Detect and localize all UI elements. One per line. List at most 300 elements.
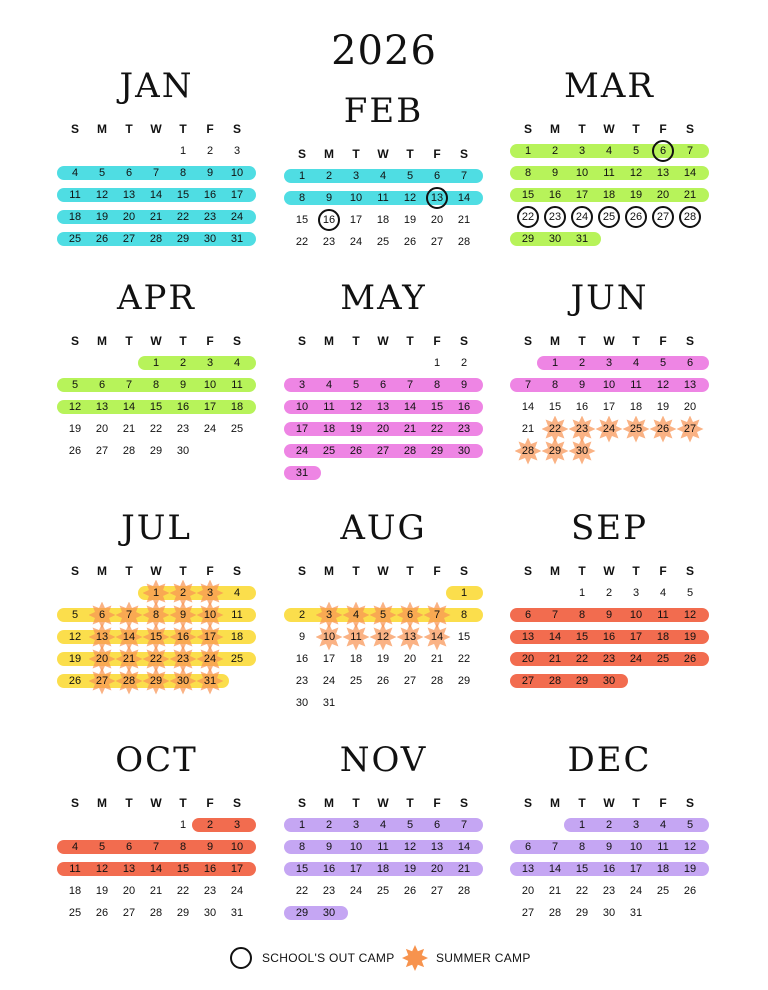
calendar-day[interactable]: 20 — [403, 653, 417, 665]
calendar-day[interactable]: 4 — [632, 357, 640, 369]
calendar-day[interactable]: 17 — [203, 631, 217, 643]
calendar-day[interactable]: 2 — [206, 819, 214, 831]
calendar-day[interactable]: 15 — [149, 631, 163, 643]
calendar-day[interactable]: 20 — [95, 423, 109, 435]
calendar-day[interactable]: 30 — [575, 445, 589, 457]
calendar-day[interactable]: 11 — [323, 401, 335, 413]
calendar-day[interactable]: 9 — [206, 841, 214, 853]
calendar-day[interactable]: 20 — [521, 653, 535, 665]
calendar-day[interactable]: 19 — [403, 214, 417, 226]
calendar-day[interactable]: 15 — [521, 189, 535, 201]
calendar-day[interactable]: 15 — [430, 401, 444, 413]
calendar-day[interactable]: 12 — [349, 401, 363, 413]
calendar-day[interactable]: 31 — [230, 233, 244, 245]
calendar-day[interactable]: 9 — [206, 167, 214, 179]
calendar-day[interactable]: 28 — [548, 675, 562, 687]
calendar-day[interactable]: 5 — [406, 819, 414, 831]
calendar-day[interactable]: 20 — [376, 423, 390, 435]
calendar-day[interactable]: 4 — [605, 145, 613, 157]
calendar-day[interactable]: 11 — [657, 841, 669, 853]
calendar-day[interactable]: 5 — [406, 170, 414, 182]
calendar-day[interactable]: 12 — [95, 189, 109, 201]
calendar-day[interactable]: 6 — [524, 841, 532, 853]
calendar-day[interactable]: 22 — [295, 885, 309, 897]
calendar-day[interactable]: 9 — [179, 379, 187, 391]
calendar-day[interactable]: 4 — [71, 167, 79, 179]
calendar-day[interactable]: 24 — [349, 236, 363, 248]
calendar-day[interactable]: 25 — [656, 885, 670, 897]
calendar-day[interactable]: 9 — [605, 609, 613, 621]
calendar-day[interactable]: 3 — [233, 819, 241, 831]
calendar-day[interactable]: 11 — [350, 631, 362, 643]
calendar-day[interactable]: 5 — [632, 145, 640, 157]
calendar-day[interactable]: 26 — [349, 445, 363, 457]
calendar-day[interactable]: 30 — [176, 675, 190, 687]
calendar-day[interactable]: 22 — [149, 653, 163, 665]
calendar-day[interactable]: 8 — [578, 841, 586, 853]
calendar-day[interactable]: 10 — [602, 379, 616, 391]
calendar-day[interactable]: 22 — [430, 423, 444, 435]
calendar-day[interactable]: 1 — [578, 819, 586, 831]
calendar-day[interactable]: 24 — [203, 653, 217, 665]
calendar-day[interactable]: 26 — [68, 675, 82, 687]
calendar-day[interactable]: 19 — [349, 423, 363, 435]
calendar-day[interactable]: 30 — [602, 675, 616, 687]
calendar-day[interactable]: 16 — [322, 214, 336, 226]
calendar-day[interactable]: 19 — [403, 863, 417, 875]
calendar-day[interactable]: 5 — [71, 609, 79, 621]
calendar-day[interactable]: 31 — [203, 675, 217, 687]
calendar-day[interactable]: 28 — [548, 907, 562, 919]
calendar-day[interactable]: 14 — [122, 401, 136, 413]
calendar-day[interactable]: 18 — [230, 631, 244, 643]
calendar-day[interactable]: 3 — [352, 819, 360, 831]
calendar-day[interactable]: 7 — [524, 379, 532, 391]
calendar-day[interactable]: 23 — [176, 423, 190, 435]
calendar-day[interactable]: 13 — [683, 379, 697, 391]
calendar-day[interactable]: 18 — [376, 214, 390, 226]
calendar-day[interactable]: 16 — [602, 863, 616, 875]
calendar-day[interactable]: 6 — [433, 819, 441, 831]
calendar-day[interactable]: 18 — [656, 631, 670, 643]
calendar-day[interactable]: 1 — [152, 587, 160, 599]
calendar-day[interactable]: 7 — [152, 167, 160, 179]
calendar-day[interactable]: 28 — [457, 885, 471, 897]
calendar-day[interactable]: 27 — [656, 211, 670, 223]
calendar-day[interactable]: 27 — [122, 907, 136, 919]
calendar-day[interactable]: 13 — [95, 401, 109, 413]
calendar-day[interactable]: 6 — [433, 170, 441, 182]
calendar-day[interactable]: 20 — [122, 885, 136, 897]
calendar-day[interactable]: 23 — [203, 211, 217, 223]
calendar-day[interactable]: 30 — [295, 697, 309, 709]
calendar-day[interactable]: 3 — [325, 609, 333, 621]
calendar-day[interactable]: 24 — [230, 885, 244, 897]
calendar-day[interactable]: 14 — [521, 401, 535, 413]
calendar-day[interactable]: 9 — [605, 841, 613, 853]
calendar-day[interactable]: 17 — [602, 401, 616, 413]
calendar-day[interactable]: 2 — [578, 357, 586, 369]
calendar-day[interactable]: 9 — [551, 167, 559, 179]
calendar-day[interactable]: 22 — [176, 211, 190, 223]
calendar-day[interactable]: 7 — [406, 379, 414, 391]
calendar-day[interactable]: 6 — [379, 379, 387, 391]
calendar-day[interactable]: 4 — [659, 587, 667, 599]
calendar-day[interactable]: 31 — [230, 907, 244, 919]
calendar-day[interactable]: 14 — [683, 167, 697, 179]
calendar-day[interactable]: 27 — [122, 233, 136, 245]
calendar-day[interactable]: 23 — [457, 423, 471, 435]
calendar-day[interactable]: 22 — [521, 211, 535, 223]
calendar-day[interactable]: 7 — [551, 841, 559, 853]
calendar-day[interactable]: 12 — [683, 609, 697, 621]
calendar-day[interactable]: 7 — [152, 841, 160, 853]
calendar-day[interactable]: 19 — [629, 189, 643, 201]
calendar-day[interactable]: 28 — [149, 907, 163, 919]
calendar-day[interactable]: 25 — [68, 907, 82, 919]
calendar-day[interactable]: 6 — [98, 379, 106, 391]
calendar-day[interactable]: 24 — [230, 211, 244, 223]
calendar-day[interactable]: 26 — [68, 445, 82, 457]
calendar-day[interactable]: 15 — [575, 631, 589, 643]
calendar-day[interactable]: 3 — [233, 145, 241, 157]
calendar-day[interactable]: 8 — [551, 379, 559, 391]
calendar-day[interactable]: 21 — [149, 885, 163, 897]
calendar-day[interactable]: 22 — [457, 653, 471, 665]
calendar-day[interactable]: 23 — [575, 423, 589, 435]
calendar-day[interactable]: 11 — [69, 863, 81, 875]
calendar-day[interactable]: 11 — [657, 609, 669, 621]
calendar-day[interactable]: 28 — [403, 445, 417, 457]
calendar-day[interactable]: 6 — [406, 609, 414, 621]
calendar-day[interactable]: 8 — [179, 167, 187, 179]
calendar-day[interactable]: 31 — [322, 697, 336, 709]
calendar-day[interactable]: 10 — [349, 841, 363, 853]
calendar-day[interactable]: 9 — [325, 192, 333, 204]
calendar-day[interactable]: 27 — [430, 885, 444, 897]
calendar-day[interactable]: 28 — [122, 445, 136, 457]
calendar-day[interactable]: 15 — [457, 631, 471, 643]
calendar-day[interactable]: 4 — [71, 841, 79, 853]
calendar-day[interactable]: 6 — [686, 357, 694, 369]
calendar-day[interactable]: 2 — [325, 170, 333, 182]
calendar-day[interactable]: 25 — [322, 445, 336, 457]
calendar-day[interactable]: 9 — [325, 841, 333, 853]
calendar-day[interactable]: 30 — [548, 233, 562, 245]
calendar-day[interactable]: 1 — [551, 357, 559, 369]
calendar-day[interactable]: 25 — [376, 885, 390, 897]
calendar-day[interactable]: 27 — [521, 675, 535, 687]
calendar-day[interactable]: 29 — [149, 675, 163, 687]
calendar-day[interactable]: 26 — [629, 211, 643, 223]
calendar-day[interactable]: 28 — [430, 675, 444, 687]
calendar-day[interactable]: 10 — [230, 167, 244, 179]
calendar-day[interactable]: 14 — [430, 631, 444, 643]
calendar-day[interactable]: 12 — [376, 631, 390, 643]
calendar-day[interactable]: 8 — [298, 841, 306, 853]
calendar-day[interactable]: 5 — [98, 167, 106, 179]
calendar-day[interactable]: 28 — [457, 236, 471, 248]
calendar-day[interactable]: 28 — [122, 675, 136, 687]
calendar-day[interactable]: 8 — [433, 379, 441, 391]
calendar-day[interactable]: 18 — [322, 423, 336, 435]
calendar-day[interactable]: 12 — [68, 401, 82, 413]
calendar-day[interactable]: 18 — [349, 653, 363, 665]
calendar-day[interactable]: 29 — [149, 445, 163, 457]
calendar-day[interactable]: 17 — [349, 863, 363, 875]
calendar-day[interactable]: 29 — [176, 233, 190, 245]
calendar-day[interactable]: 12 — [629, 167, 643, 179]
calendar-day[interactable]: 2 — [551, 145, 559, 157]
calendar-day[interactable]: 15 — [548, 401, 562, 413]
calendar-day[interactable]: 4 — [233, 587, 241, 599]
calendar-day[interactable]: 23 — [322, 236, 336, 248]
calendar-day[interactable]: 14 — [457, 841, 471, 853]
calendar-day[interactable]: 1 — [152, 357, 160, 369]
calendar-day[interactable]: 23 — [176, 653, 190, 665]
calendar-day[interactable]: 2 — [179, 587, 187, 599]
calendar-day[interactable]: 1 — [433, 357, 441, 369]
calendar-day[interactable]: 15 — [149, 401, 163, 413]
calendar-day[interactable]: 16 — [457, 401, 471, 413]
calendar-day[interactable]: 17 — [230, 189, 244, 201]
calendar-day[interactable]: 30 — [176, 445, 190, 457]
calendar-day[interactable]: 13 — [521, 631, 535, 643]
calendar-day[interactable]: 26 — [95, 907, 109, 919]
calendar-day[interactable]: 17 — [575, 189, 589, 201]
calendar-day[interactable]: 22 — [575, 653, 589, 665]
calendar-day[interactable]: 15 — [575, 863, 589, 875]
calendar-day[interactable]: 27 — [430, 236, 444, 248]
calendar-day[interactable]: 30 — [203, 907, 217, 919]
calendar-day[interactable]: 8 — [578, 609, 586, 621]
calendar-day[interactable]: 20 — [430, 214, 444, 226]
calendar-day[interactable]: 23 — [203, 885, 217, 897]
calendar-day[interactable]: 5 — [98, 841, 106, 853]
calendar-day[interactable]: 20 — [656, 189, 670, 201]
calendar-day[interactable]: 22 — [548, 423, 562, 435]
calendar-day[interactable]: 20 — [95, 653, 109, 665]
calendar-day[interactable]: 3 — [298, 379, 306, 391]
calendar-day[interactable]: 25 — [376, 236, 390, 248]
calendar-day[interactable]: 1 — [578, 587, 586, 599]
calendar-day[interactable]: 29 — [521, 233, 535, 245]
calendar-day[interactable]: 21 — [548, 885, 562, 897]
calendar-day[interactable]: 2 — [605, 587, 613, 599]
calendar-day[interactable]: 25 — [602, 211, 616, 223]
calendar-day[interactable]: 2 — [179, 357, 187, 369]
calendar-day[interactable]: 25 — [68, 233, 82, 245]
calendar-day[interactable]: 13 — [403, 631, 417, 643]
calendar-day[interactable]: 23 — [295, 675, 309, 687]
calendar-day[interactable]: 2 — [298, 609, 306, 621]
calendar-day[interactable]: 22 — [295, 236, 309, 248]
calendar-day[interactable]: 19 — [68, 423, 82, 435]
calendar-day[interactable]: 9 — [578, 379, 586, 391]
calendar-day[interactable]: 14 — [403, 401, 417, 413]
calendar-day[interactable]: 15 — [176, 189, 190, 201]
calendar-day[interactable]: 16 — [548, 189, 562, 201]
calendar-day[interactable]: 12 — [656, 379, 670, 391]
calendar-day[interactable]: 17 — [629, 631, 643, 643]
calendar-day[interactable]: 4 — [352, 609, 360, 621]
calendar-day[interactable]: 7 — [125, 379, 133, 391]
calendar-day[interactable]: 10 — [322, 631, 336, 643]
calendar-day[interactable]: 6 — [659, 145, 667, 157]
calendar-day[interactable]: 5 — [71, 379, 79, 391]
calendar-day[interactable]: 28 — [683, 211, 697, 223]
calendar-day[interactable]: 21 — [457, 863, 471, 875]
calendar-day[interactable]: 21 — [521, 423, 535, 435]
calendar-day[interactable]: 25 — [629, 423, 643, 435]
calendar-day[interactable]: 21 — [122, 423, 136, 435]
calendar-day[interactable]: 13 — [122, 863, 136, 875]
calendar-day[interactable]: 24 — [575, 211, 589, 223]
calendar-day[interactable]: 27 — [683, 423, 697, 435]
calendar-day[interactable]: 14 — [548, 863, 562, 875]
calendar-day[interactable]: 25 — [230, 423, 244, 435]
calendar-day[interactable]: 26 — [376, 675, 390, 687]
calendar-day[interactable]: 7 — [686, 145, 694, 157]
calendar-day[interactable]: 15 — [295, 214, 309, 226]
calendar-day[interactable]: 18 — [68, 885, 82, 897]
calendar-day[interactable]: 25 — [230, 653, 244, 665]
calendar-day[interactable]: 30 — [203, 233, 217, 245]
calendar-day[interactable]: 10 — [349, 192, 363, 204]
calendar-day[interactable]: 31 — [575, 233, 589, 245]
calendar-day[interactable]: 8 — [460, 609, 468, 621]
calendar-day[interactable]: 26 — [95, 233, 109, 245]
calendar-day[interactable]: 23 — [322, 885, 336, 897]
calendar-day[interactable]: 5 — [352, 379, 360, 391]
calendar-day[interactable]: 24 — [629, 653, 643, 665]
calendar-day[interactable]: 31 — [629, 907, 643, 919]
calendar-day[interactable]: 12 — [403, 841, 417, 853]
calendar-day[interactable]: 1 — [179, 145, 187, 157]
calendar-day[interactable]: 2 — [206, 145, 214, 157]
calendar-day[interactable]: 11 — [231, 379, 243, 391]
calendar-day[interactable]: 19 — [376, 653, 390, 665]
calendar-day[interactable]: 19 — [683, 863, 697, 875]
calendar-day[interactable]: 24 — [349, 885, 363, 897]
calendar-day[interactable]: 19 — [95, 211, 109, 223]
calendar-day[interactable]: 25 — [656, 653, 670, 665]
calendar-day[interactable]: 22 — [575, 885, 589, 897]
calendar-day[interactable]: 8 — [179, 841, 187, 853]
calendar-day[interactable]: 19 — [656, 401, 670, 413]
calendar-day[interactable]: 24 — [322, 675, 336, 687]
calendar-day[interactable]: 10 — [230, 841, 244, 853]
calendar-day[interactable]: 26 — [403, 885, 417, 897]
calendar-day[interactable]: 5 — [659, 357, 667, 369]
calendar-day[interactable]: 11 — [377, 192, 389, 204]
calendar-day[interactable]: 5 — [379, 609, 387, 621]
calendar-day[interactable]: 20 — [122, 211, 136, 223]
calendar-day[interactable]: 4 — [379, 170, 387, 182]
calendar-day[interactable]: 10 — [203, 609, 217, 621]
calendar-day[interactable]: 18 — [68, 211, 82, 223]
calendar-day[interactable]: 3 — [206, 587, 214, 599]
calendar-day[interactable]: 3 — [206, 357, 214, 369]
calendar-day[interactable]: 18 — [230, 401, 244, 413]
calendar-day[interactable]: 4 — [233, 357, 241, 369]
calendar-day[interactable]: 13 — [95, 631, 109, 643]
calendar-day[interactable]: 16 — [602, 631, 616, 643]
calendar-day[interactable]: 13 — [430, 841, 444, 853]
calendar-day[interactable]: 29 — [430, 445, 444, 457]
calendar-day[interactable]: 29 — [176, 907, 190, 919]
calendar-day[interactable]: 18 — [376, 863, 390, 875]
calendar-day[interactable]: 24 — [295, 445, 309, 457]
calendar-day[interactable]: 24 — [203, 423, 217, 435]
calendar-day[interactable]: 12 — [403, 192, 417, 204]
calendar-day[interactable]: 16 — [176, 631, 190, 643]
calendar-day[interactable]: 2 — [460, 357, 468, 369]
calendar-day[interactable]: 17 — [230, 863, 244, 875]
calendar-day[interactable]: 21 — [683, 189, 697, 201]
calendar-day[interactable]: 18 — [656, 863, 670, 875]
calendar-day[interactable]: 21 — [548, 653, 562, 665]
calendar-day[interactable]: 9 — [298, 631, 306, 643]
calendar-day[interactable]: 9 — [179, 609, 187, 621]
calendar-day[interactable]: 31 — [295, 467, 309, 479]
calendar-day[interactable]: 30 — [322, 907, 336, 919]
calendar-day[interactable]: 17 — [295, 423, 309, 435]
calendar-day[interactable]: 13 — [430, 192, 444, 204]
calendar-day[interactable]: 1 — [298, 819, 306, 831]
calendar-day[interactable]: 24 — [602, 423, 616, 435]
calendar-day[interactable]: 7 — [433, 609, 441, 621]
calendar-day[interactable]: 25 — [349, 675, 363, 687]
calendar-day[interactable]: 1 — [524, 145, 532, 157]
calendar-day[interactable]: 16 — [295, 653, 309, 665]
calendar-day[interactable]: 30 — [457, 445, 471, 457]
calendar-day[interactable]: 7 — [125, 609, 133, 621]
calendar-day[interactable]: 14 — [457, 192, 471, 204]
calendar-day[interactable]: 8 — [524, 167, 532, 179]
calendar-day[interactable]: 17 — [322, 653, 336, 665]
calendar-day[interactable]: 17 — [349, 214, 363, 226]
calendar-day[interactable]: 1 — [179, 819, 187, 831]
calendar-day[interactable]: 26 — [656, 423, 670, 435]
calendar-day[interactable]: 18 — [602, 189, 616, 201]
calendar-day[interactable]: 20 — [521, 885, 535, 897]
calendar-day[interactable]: 29 — [575, 675, 589, 687]
calendar-day[interactable]: 26 — [683, 885, 697, 897]
calendar-day[interactable]: 12 — [95, 863, 109, 875]
calendar-day[interactable]: 10 — [575, 167, 589, 179]
calendar-day[interactable]: 3 — [352, 170, 360, 182]
calendar-day[interactable]: 10 — [203, 379, 217, 391]
calendar-day[interactable]: 22 — [149, 423, 163, 435]
calendar-day[interactable]: 14 — [149, 189, 163, 201]
calendar-day[interactable]: 7 — [460, 170, 468, 182]
calendar-day[interactable]: 21 — [149, 211, 163, 223]
calendar-day[interactable]: 4 — [325, 379, 333, 391]
calendar-day[interactable]: 21 — [403, 423, 417, 435]
calendar-day[interactable]: 14 — [548, 631, 562, 643]
calendar-day[interactable]: 6 — [98, 609, 106, 621]
calendar-day[interactable]: 1 — [298, 170, 306, 182]
calendar-day[interactable]: 21 — [122, 653, 136, 665]
calendar-day[interactable]: 12 — [683, 841, 697, 853]
calendar-day[interactable]: 27 — [376, 445, 390, 457]
calendar-day[interactable]: 24 — [629, 885, 643, 897]
calendar-day[interactable]: 21 — [457, 214, 471, 226]
calendar-day[interactable]: 13 — [122, 189, 136, 201]
calendar-day[interactable]: 7 — [551, 609, 559, 621]
calendar-day[interactable]: 7 — [460, 819, 468, 831]
